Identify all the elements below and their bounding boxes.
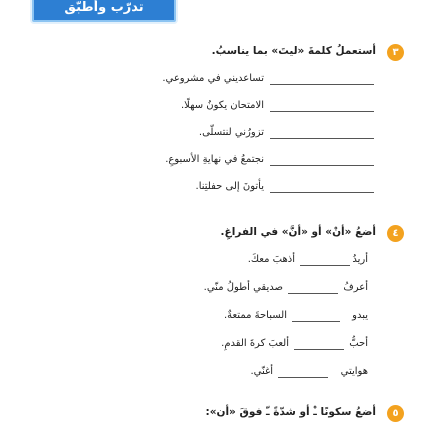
section-banner-label: تدرّب وأطبّق: [64, 0, 144, 15]
question-4-row-start: يبدو: [352, 310, 368, 321]
fill-blank-line[interactable]: [270, 165, 374, 166]
question-4-row-end: أغنّي.: [250, 366, 273, 377]
fill-blank-line[interactable]: [270, 111, 374, 112]
question-4-row-end: صديقي أطولُ منّي.: [203, 282, 283, 293]
question-4-row-end: السباحةَ ممتعةٌ.: [223, 310, 287, 321]
fill-blank-line[interactable]: [300, 265, 350, 266]
question-4-row-end: أذهبَ معكَ.: [247, 254, 295, 265]
question-3-instruction: أستعملُ كلمةَ «ليتَ» بما يناسبُ.: [211, 45, 376, 57]
question-3-sentence: نجتمعُ في نهايةِ الأسبوعِ.: [165, 154, 264, 165]
section-banner: [32, 0, 176, 22]
question-4-row-end: ألعبَ كرةَ القدمِ.: [221, 338, 289, 349]
question-4-row-start: أحبُّ: [349, 338, 368, 349]
question-5-instruction: أضعُ سكونًا ـْ أو شدّةً ـّ فوقَ «أن»:: [205, 406, 376, 418]
fill-blank-line[interactable]: [270, 84, 374, 85]
fill-blank-line[interactable]: [294, 349, 344, 350]
question-3-sentence: تزورُني لنتسلّى.: [198, 127, 264, 138]
fill-blank-line[interactable]: [278, 377, 328, 378]
question-5-number-badge: ٥: [387, 405, 404, 422]
question-3-sentence: يأتونَ إلى حفلتِنا.: [195, 181, 264, 192]
fill-blank-line[interactable]: [288, 293, 338, 294]
question-4-row-start: هوايتي: [340, 366, 368, 377]
fill-blank-line[interactable]: [270, 138, 374, 139]
question-3-sentence: تساعديني في مشروعي.: [162, 73, 264, 84]
fill-blank-line[interactable]: [292, 321, 340, 322]
question-3-sentence: الامتحان يكونُ سهلًا.: [180, 100, 264, 111]
question-4-row-start: أعرفُ: [343, 282, 368, 293]
fill-blank-line[interactable]: [270, 192, 374, 193]
question-4-number-badge: ٤: [387, 225, 404, 242]
question-3-number-badge: ٣: [387, 44, 404, 61]
question-4-instruction: أضعُ «أنْ» أو «أنَّ» في الفراغِ.: [220, 226, 376, 238]
question-4-row-start: أريدُ: [352, 254, 368, 265]
